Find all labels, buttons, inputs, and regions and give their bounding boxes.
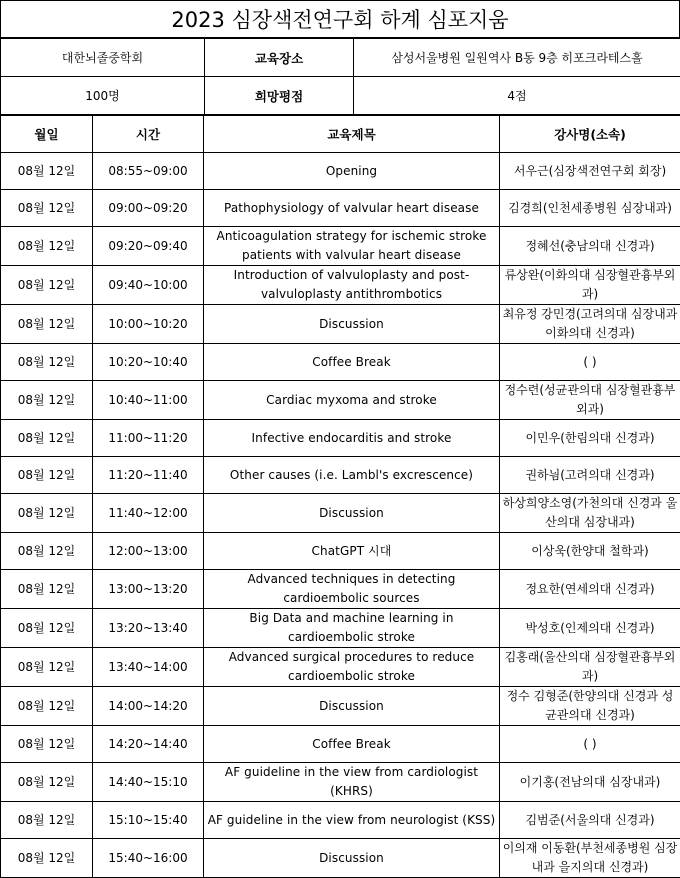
document-title: 2023 심장색전연구회 하계 심포지움	[0, 0, 680, 38]
table-row	[1, 420, 680, 457]
session-time: 14:40~15:10	[93, 763, 204, 802]
venue-label: 교육장소	[205, 39, 354, 77]
session-time: 15:40~16:00	[93, 839, 204, 878]
session-topic: Anticoagulation strategy for ischemic stroke patients with valvular heart disease	[204, 227, 500, 266]
rating-label: 희망평점	[205, 77, 354, 115]
session-topic: AF guideline in the view from cardiologist (KHRS)	[204, 763, 500, 802]
session-date: 08월 12일	[1, 726, 93, 763]
session-time: 14:00~14:20	[93, 687, 204, 726]
session-time: 11:00~11:20	[93, 420, 204, 457]
session-speaker: 김홍래(울산의대 심장혈관흉부외과)	[500, 648, 680, 687]
session-topic: Discussion	[204, 305, 500, 344]
table-row	[1, 227, 680, 266]
session-date: 08월 12일	[1, 494, 93, 533]
session-speaker: 정요한(연세의대 신경과)	[500, 570, 680, 609]
session-time: 13:40~14:00	[93, 648, 204, 687]
table-row	[1, 533, 680, 570]
session-date: 08월 12일	[1, 344, 93, 381]
session-speaker: ( )	[500, 726, 680, 763]
session-topic: Big Data and machine learning in cardioembolic stroke	[204, 609, 500, 648]
session-topic: ChatGPT 시대	[204, 533, 500, 570]
table-row	[1, 190, 680, 227]
session-speaker: 정혜선(충남의대 신경과)	[500, 227, 680, 266]
table-row	[1, 494, 680, 533]
session-speaker: 김범준(서울의대 신경과)	[500, 802, 680, 839]
rating-cell: 4점	[354, 77, 680, 115]
session-time: 13:20~13:40	[93, 609, 204, 648]
session-time: 10:20~10:40	[93, 344, 204, 381]
session-date: 08월 12일	[1, 687, 93, 726]
header-topic: 교육제목	[204, 116, 500, 153]
venue-cell: 삼성서울병원 일원역사 B동 9층 히포크라테스홀	[354, 39, 680, 77]
info-table	[0, 38, 680, 115]
session-speaker: 정수련(성균관의대 심장혈관흉부외과)	[500, 381, 680, 420]
header-time: 시간	[93, 116, 204, 153]
session-speaker: 김경희(인천세종병원 심장내과)	[500, 190, 680, 227]
session-speaker: 권하늼(고려의대 신경과)	[500, 457, 680, 494]
session-speaker: 서우근(심장색전연구회 회장)	[500, 153, 680, 190]
session-speaker: ( )	[500, 344, 680, 381]
table-row	[1, 266, 680, 305]
organizer-cell: 대한뇌졸중학회	[1, 39, 205, 77]
capacity-cell: 100명	[1, 77, 205, 115]
session-topic: Introduction of valvuloplasty and post-valvuloplasty antithrombotics	[204, 266, 500, 305]
table-row	[1, 763, 680, 802]
table-row	[1, 648, 680, 687]
session-date: 08월 12일	[1, 609, 93, 648]
session-time: 08:55~09:00	[93, 153, 204, 190]
session-date: 08월 12일	[1, 763, 93, 802]
session-time: 09:20~09:40	[93, 227, 204, 266]
session-topic: Opening	[204, 153, 500, 190]
info-row-organizer	[1, 39, 680, 77]
session-date: 08월 12일	[1, 420, 93, 457]
session-speaker: 이기홍(전남의대 심장내과)	[500, 763, 680, 802]
session-date: 08월 12일	[1, 570, 93, 609]
session-date: 08월 12일	[1, 533, 93, 570]
session-topic: AF guideline in the view from neurologist (KSS)	[204, 802, 500, 839]
session-topic: Pathophysiology of valvular heart disease	[204, 190, 500, 227]
schedule-header-row	[1, 116, 680, 153]
session-topic: Discussion	[204, 687, 500, 726]
table-row	[1, 153, 680, 190]
session-time: 10:40~11:00	[93, 381, 204, 420]
session-topic: Coffee Break	[204, 726, 500, 763]
session-date: 08월 12일	[1, 266, 93, 305]
session-time: 09:40~10:00	[93, 266, 204, 305]
table-row	[1, 381, 680, 420]
session-date: 08월 12일	[1, 227, 93, 266]
table-row	[1, 344, 680, 381]
table-row	[1, 570, 680, 609]
schedule-body	[1, 153, 680, 878]
session-speaker: 정수 김형준(한양의대 신경과 성균관의대 신경과)	[500, 687, 680, 726]
session-date: 08월 12일	[1, 839, 93, 878]
session-speaker: 이상욱(한양대 철학과)	[500, 533, 680, 570]
session-date: 08월 12일	[1, 190, 93, 227]
session-topic: Cardiac myxoma and stroke	[204, 381, 500, 420]
table-row	[1, 802, 680, 839]
session-topic: Discussion	[204, 839, 500, 878]
session-topic: Infective endocarditis and stroke	[204, 420, 500, 457]
session-time: 11:20~11:40	[93, 457, 204, 494]
table-row	[1, 609, 680, 648]
session-time: 14:20~14:40	[93, 726, 204, 763]
session-time: 10:00~10:20	[93, 305, 204, 344]
session-speaker: 이의재 이동환(부천세종병원 심장내과 을지의대 신경과)	[500, 839, 680, 878]
session-date: 08월 12일	[1, 381, 93, 420]
session-topic: Advanced techniques in detecting cardioembolic sources	[204, 570, 500, 609]
session-speaker: 이민우(한림의대 신경과)	[500, 420, 680, 457]
table-row	[1, 457, 680, 494]
session-speaker: 최유정 강민경(고려의대 심장내과 이화의대 신경과)	[500, 305, 680, 344]
table-row	[1, 726, 680, 763]
session-time: 15:10~15:40	[93, 802, 204, 839]
session-time: 11:40~12:00	[93, 494, 204, 533]
header-speaker: 강사명(소속)	[500, 116, 680, 153]
schedule-table	[0, 115, 680, 878]
session-date: 08월 12일	[1, 802, 93, 839]
session-topic: Discussion	[204, 494, 500, 533]
session-topic: Advanced surgical procedures to reduce cardioembolic stroke	[204, 648, 500, 687]
table-row	[1, 687, 680, 726]
session-topic: Other causes (i.e. Lambl's excrescence)	[204, 457, 500, 494]
session-date: 08월 12일	[1, 153, 93, 190]
header-date: 월일	[1, 116, 93, 153]
session-time: 09:00~09:20	[93, 190, 204, 227]
session-date: 08월 12일	[1, 457, 93, 494]
table-row	[1, 305, 680, 344]
session-topic: Coffee Break	[204, 344, 500, 381]
session-time: 13:00~13:20	[93, 570, 204, 609]
info-row-capacity	[1, 77, 680, 115]
session-time: 12:00~13:00	[93, 533, 204, 570]
session-speaker: 류상완(이화의대 심장혈관흉부외과)	[500, 266, 680, 305]
session-speaker: 박성호(인제의대 신경과)	[500, 609, 680, 648]
session-date: 08월 12일	[1, 648, 93, 687]
session-speaker: 하상희양소영(가천의대 신경과 울산의대 심장내과)	[500, 494, 680, 533]
session-date: 08월 12일	[1, 305, 93, 344]
